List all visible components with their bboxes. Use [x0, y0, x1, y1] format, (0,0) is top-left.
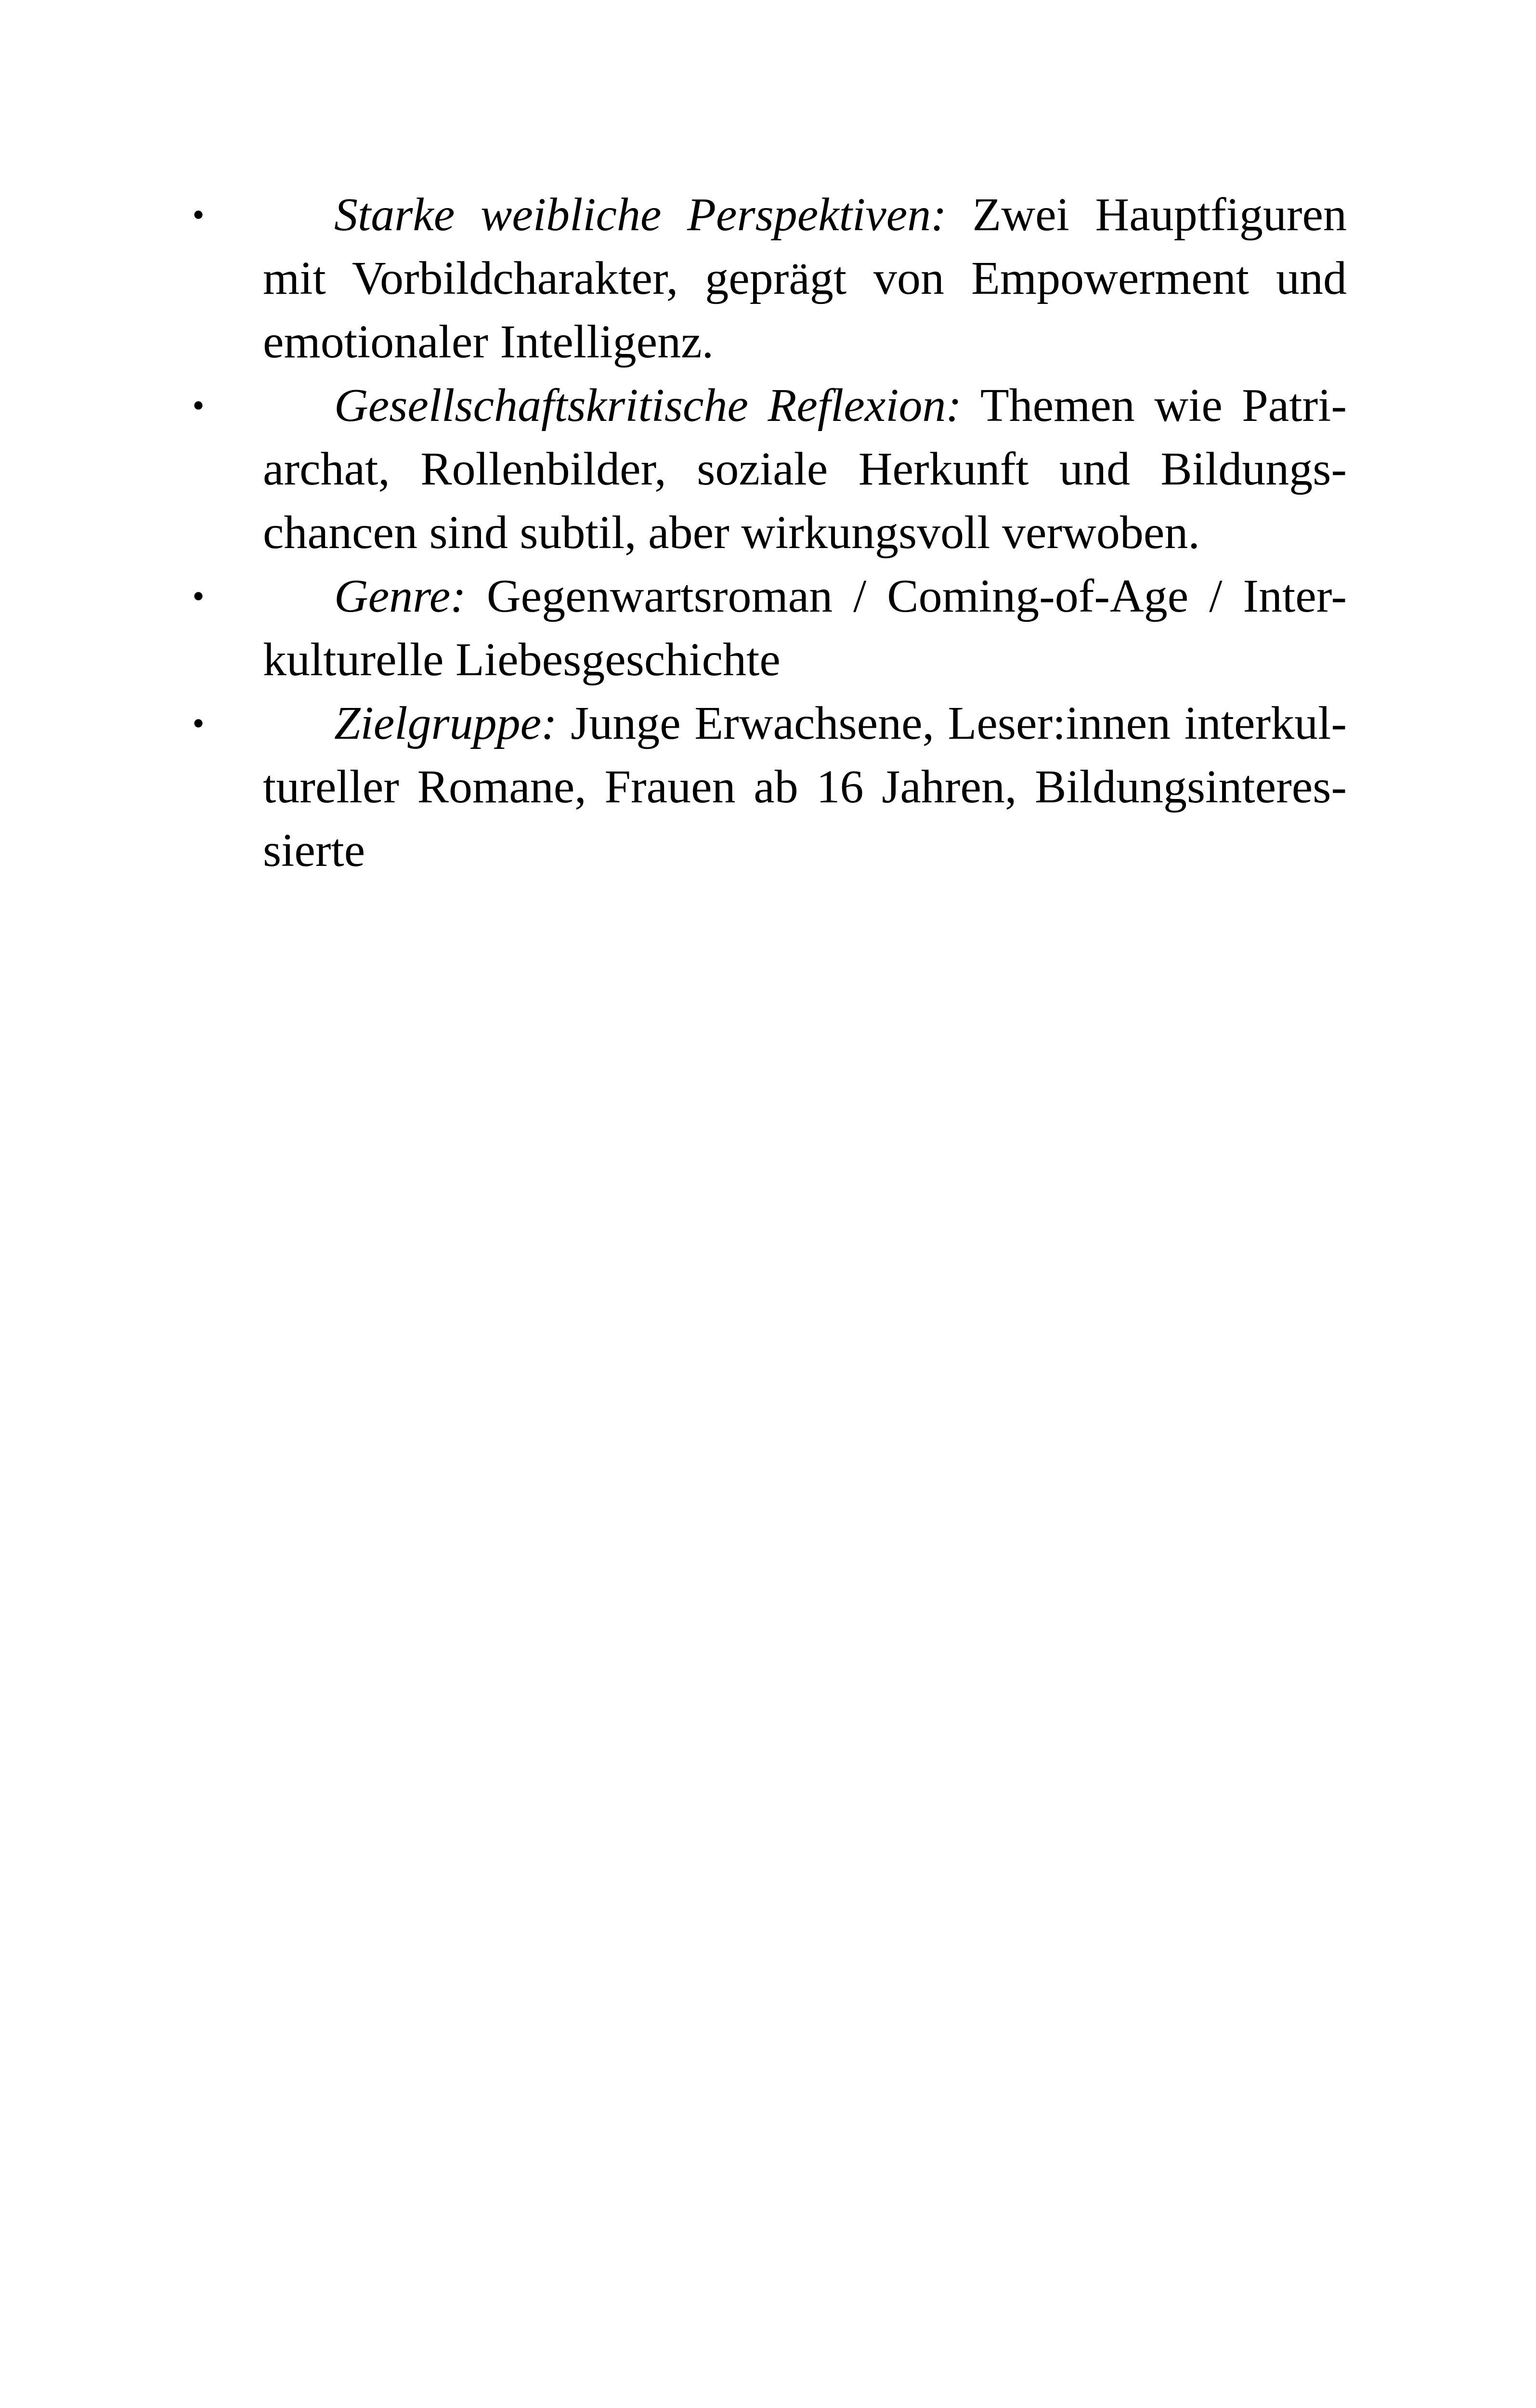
item-line: emotionaler Intelligenz.	[263, 316, 714, 368]
list-item-reflexion	[0, 374, 1536, 564]
item-line	[263, 692, 1347, 755]
item-term: Starke weibliche Perspektiven:	[334, 189, 947, 241]
item-line: chancen sind subtil, aber wirkungsvoll verwoben.	[263, 507, 1200, 559]
list-item-zielgruppe	[0, 692, 1536, 882]
item-line	[263, 564, 1347, 628]
item-term: Zielgruppe:	[334, 697, 557, 749]
item-text: Zwei Hauptfiguren	[972, 189, 1347, 241]
item-line	[263, 374, 1347, 437]
list-item-genre	[0, 564, 1536, 692]
item-term: Genre:	[334, 570, 466, 622]
item-line: archat, Rollenbilder, soziale Herkunft und Bildungs-	[263, 443, 1347, 495]
item-text: Themen wie Patri-	[980, 380, 1347, 432]
bullet-icon: •	[192, 196, 205, 234]
item-line: sierte	[263, 824, 365, 877]
item-line: kulturelle Liebesgeschichte	[263, 634, 781, 686]
item-line: mit Vorbildcharakter, geprägt von Empowerment und	[263, 252, 1347, 304]
item-line	[263, 183, 1347, 247]
item-text: Gegenwartsroman / Coming-of-Age / Inter-	[486, 570, 1347, 622]
bullet-icon: •	[192, 704, 205, 743]
item-line: tureller Romane, Frauen ab 16 Jahren, Bildungsinteres-	[263, 761, 1347, 813]
item-term: Gesellschaftskritische Reflexion:	[334, 380, 962, 432]
list-item-perspektiven	[0, 183, 1536, 374]
bullet-icon: •	[192, 577, 205, 615]
bullet-icon: •	[192, 386, 205, 425]
feature-list	[0, 183, 1536, 882]
item-text: Junge Erwachsene, Leser:innen interkul-	[571, 697, 1347, 749]
